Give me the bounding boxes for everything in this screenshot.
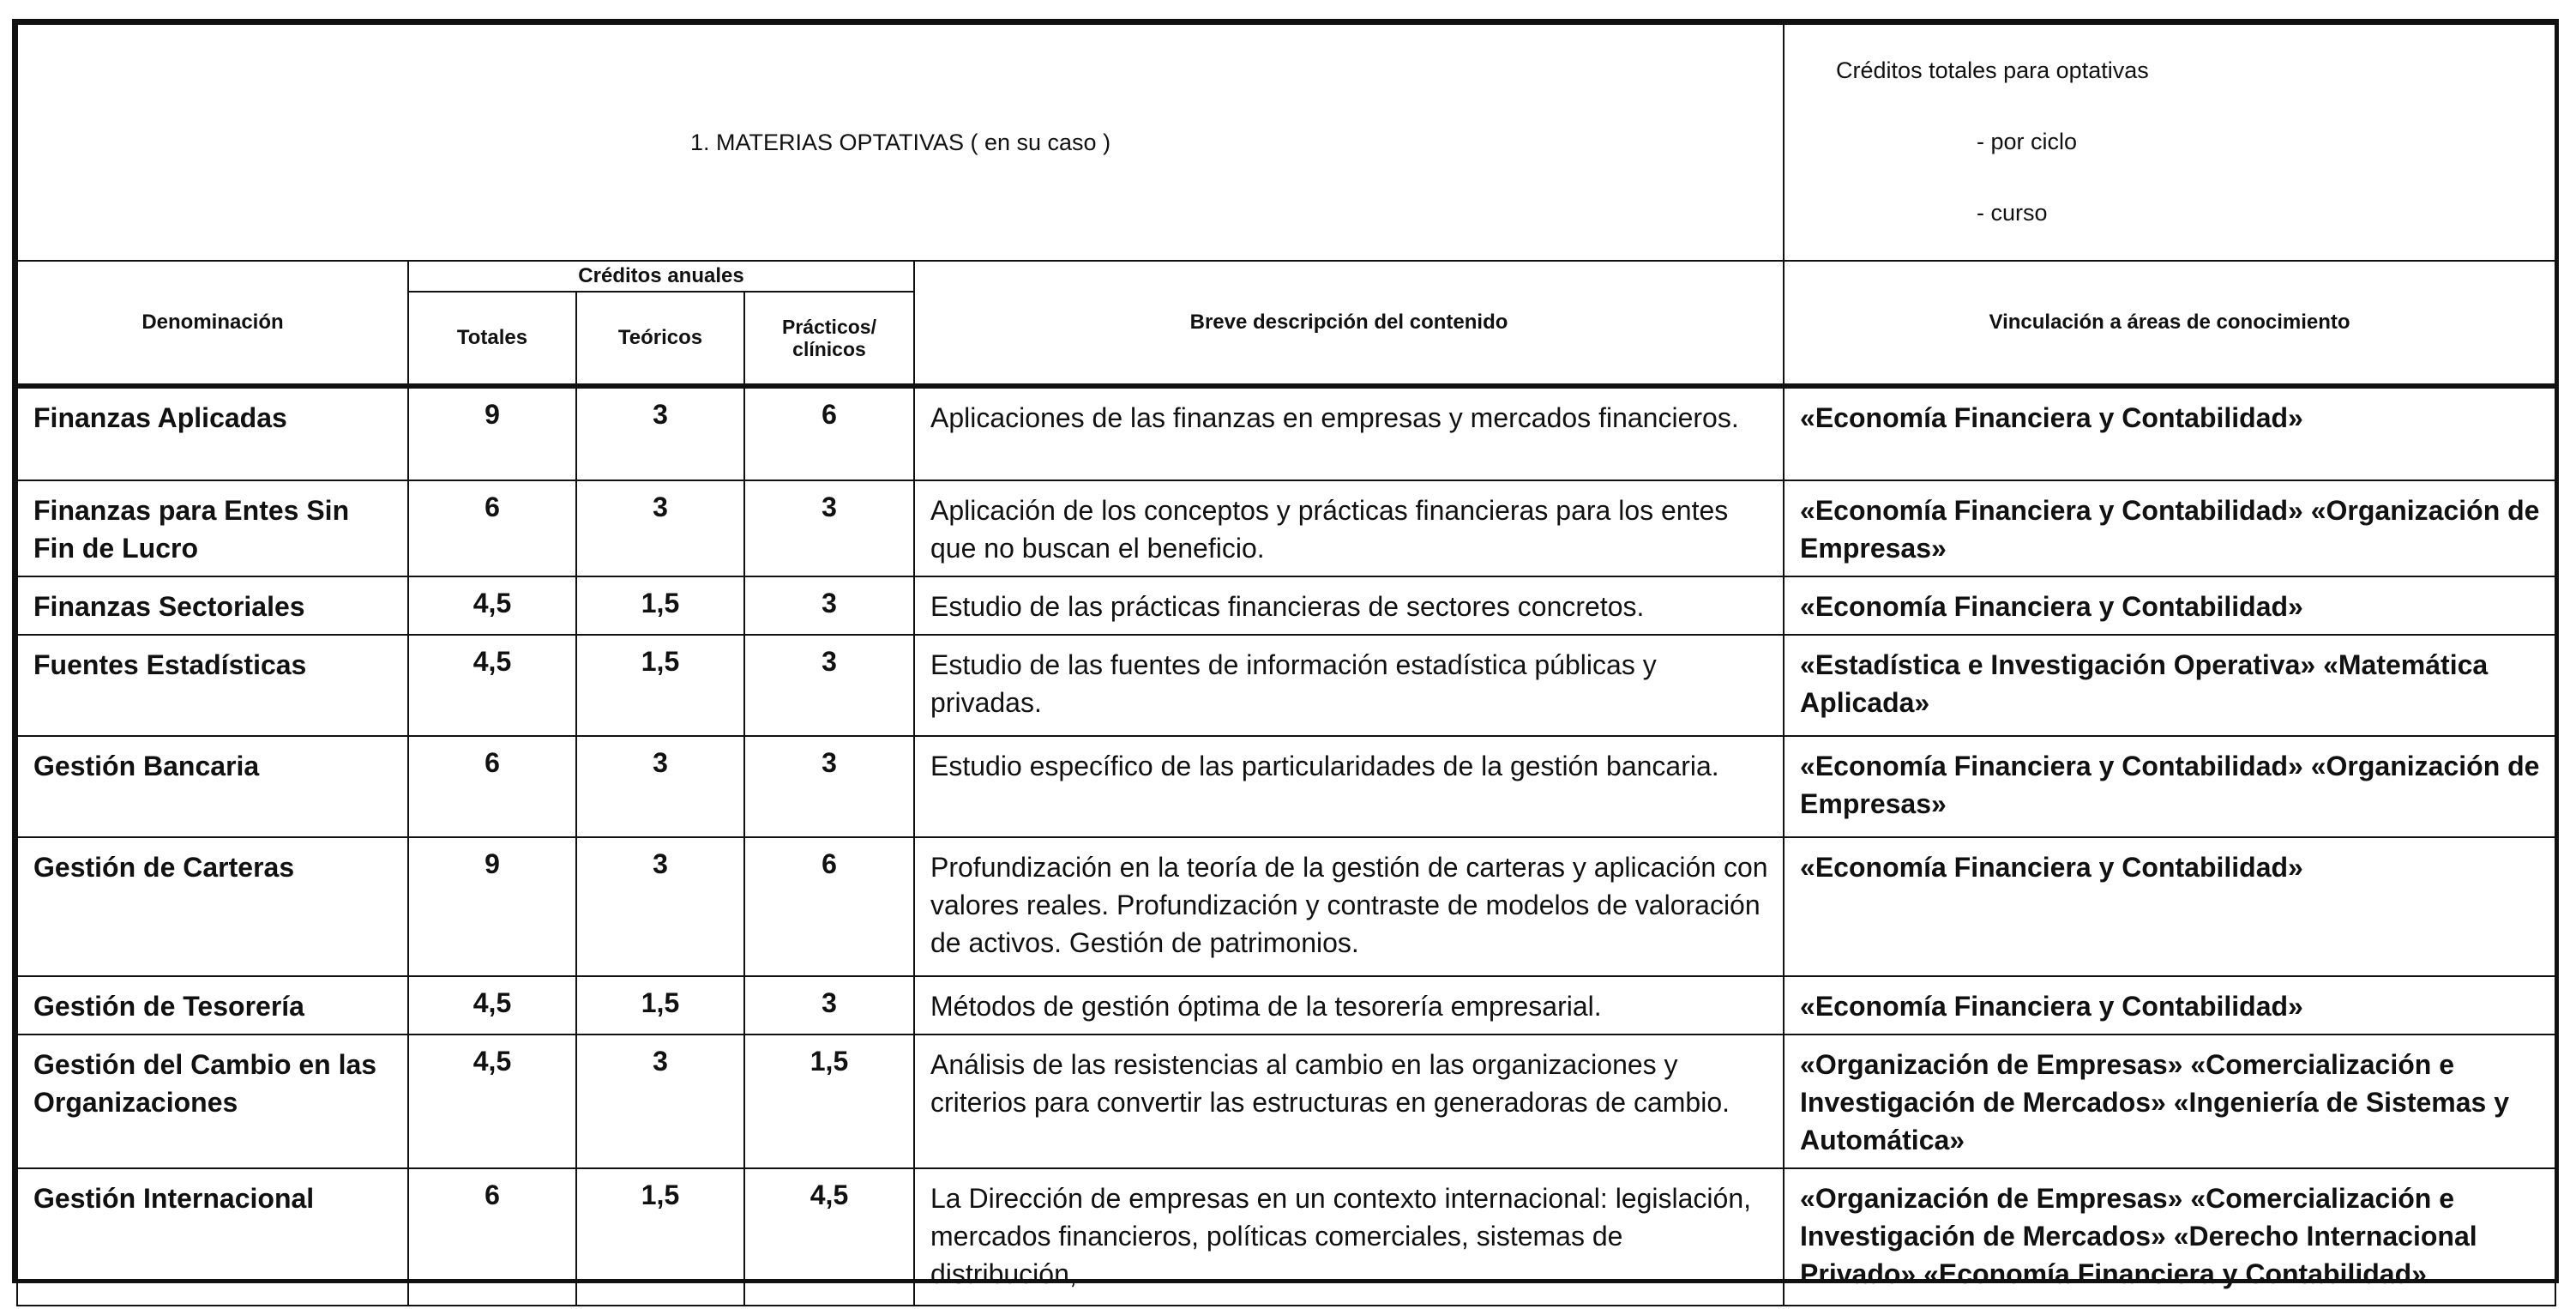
credits-practical: 3 [744,976,914,1035]
per-course-label: - curso [1977,200,2048,226]
table-row [17,976,2555,1035]
knowledge-areas: «Economía Financiera y Contabilidad» «Organización de Empresas» [1784,480,2555,576]
subject-description: Estudio de las prácticas financieras de sectores concretos. [914,576,1784,635]
table-row [17,480,2555,576]
subject-description: Estudio de las fuentes de información estadística públicas y privadas. [914,635,1784,736]
credits-practical: 4,5 [744,1168,914,1306]
col-header-practical-line2: clínicos [792,338,866,360]
credits-theoretical: 1,5 [576,635,744,736]
knowledge-areas: «Economía Financiera y Contabilidad» [1784,576,2555,635]
title-row [17,24,2555,261]
subject-name: Gestión de Tesorería [17,976,408,1035]
credits-total: 6 [408,1168,576,1306]
credits-total-label: Créditos totales para optativas [1836,57,2149,83]
credits-practical: 6 [744,386,914,480]
credits-theoretical: 3 [576,1035,744,1168]
subject-name: Fuentes Estadísticas [17,635,408,736]
table-row [17,837,2555,976]
subject-description: La Dirección de empresas en un contexto internacional: legislación, mercados financieros, políticas comerciales, sistemas de distribución, ... [914,1168,1784,1306]
per-cycle-label: - por ciclo [1977,129,2078,154]
credits-theoretical: 1,5 [576,1168,744,1306]
subject-name: Finanzas Aplicadas [17,386,408,480]
table-row [17,576,2555,635]
col-header-areas: Vinculación a áreas de conocimiento [1784,261,2555,386]
col-header-practical [744,292,914,386]
knowledge-areas: «Economía Financiera y Contabilidad» [1784,976,2555,1035]
credits-total: 6 [408,480,576,576]
optional-subjects-table [16,23,2556,1306]
col-header-practical-line1: Prácticos/ [782,316,876,338]
credits-total: 6 [408,736,576,837]
subject-description: Profundización en la teoría de la gestión de carteras y aplicación con valores reales. Profundización y contraste de modelos de valoración de activos. Gestión de patrimonios. [914,837,1784,976]
knowledge-areas: «Economía Financiera y Contabilidad» «Organización de Empresas» [1784,736,2555,837]
header-row-1 [17,261,2555,292]
credits-total: 4,5 [408,976,576,1035]
knowledge-areas: «Organización de Empresas» «Comercialización e Investigación de Mercados» «Derecho Internacional Privado» «Economía Financiera y Contabilidad» [1784,1168,2555,1306]
credits-practical: 1,5 [744,1035,914,1168]
credits-practical: 3 [744,736,914,837]
subject-description: Métodos de gestión óptima de la tesorería empresarial. [914,976,1784,1035]
credits-summary-cell [1784,24,2555,261]
credits-theoretical: 3 [576,386,744,480]
col-header-total: Totales [408,292,576,386]
section-title: 1. MATERIAS OPTATIVAS ( en su caso ) [689,129,1111,155]
subject-name: Gestión Internacional [17,1168,408,1306]
table-row [17,1168,2555,1306]
credits-practical: 6 [744,837,914,976]
credits-total: 4,5 [408,635,576,736]
credits-total: 9 [408,386,576,480]
col-header-description: Breve descripción del contenido [914,261,1784,386]
credits-practical: 3 [744,480,914,576]
subject-name: Finanzas Sectoriales [17,576,408,635]
knowledge-areas: «Estadística e Investigación Operativa» «Matemática Aplicada» [1784,635,2555,736]
subject-name: Gestión del Cambio en las Organizaciones [17,1035,408,1168]
credits-total: 4,5 [408,1035,576,1168]
col-header-annual-credits: Créditos anuales [408,261,914,292]
subject-description: Aplicación de los conceptos y prácticas financieras para los entes que no buscan el beneficio. [914,480,1784,576]
table-row [17,386,2555,480]
credits-practical: 3 [744,635,914,736]
subject-name: Finanzas para Entes Sin Fin de Lucro [17,480,408,576]
credits-theoretical: 1,5 [576,976,744,1035]
document-frame [12,19,2559,1289]
subject-name: Gestión de Carteras [17,837,408,976]
credits-theoretical: 3 [576,736,744,837]
table-row [17,1035,2555,1168]
table-row [17,736,2555,837]
col-header-name: Denominación [17,261,408,386]
credits-theoretical: 1,5 [576,576,744,635]
credits-theoretical: 3 [576,480,744,576]
subject-description: Aplicaciones de las finanzas en empresas y mercados financieros. [914,386,1784,480]
col-header-theoretical: Teóricos [576,292,744,386]
credits-practical: 3 [744,576,914,635]
credits-total: 9 [408,837,576,976]
subject-name: Gestión Bancaria [17,736,408,837]
credits-theoretical: 3 [576,837,744,976]
knowledge-areas: «Organización de Empresas» «Comercialización e Investigación de Mercados» «Ingeniería de Sistemas y Automática» [1784,1035,2555,1168]
knowledge-areas: «Economía Financiera y Contabilidad» [1784,837,2555,976]
table-row [17,635,2555,736]
credits-total: 4,5 [408,576,576,635]
subject-description: Análisis de las resistencias al cambio en las organizaciones y criterios para convertir las estructuras en generadoras de cambio. [914,1035,1784,1168]
subject-description: Estudio específico de las particularidades de la gestión bancaria. [914,736,1784,837]
table-title [17,24,1784,261]
knowledge-areas: «Economía Financiera y Contabilidad» [1784,386,2555,480]
